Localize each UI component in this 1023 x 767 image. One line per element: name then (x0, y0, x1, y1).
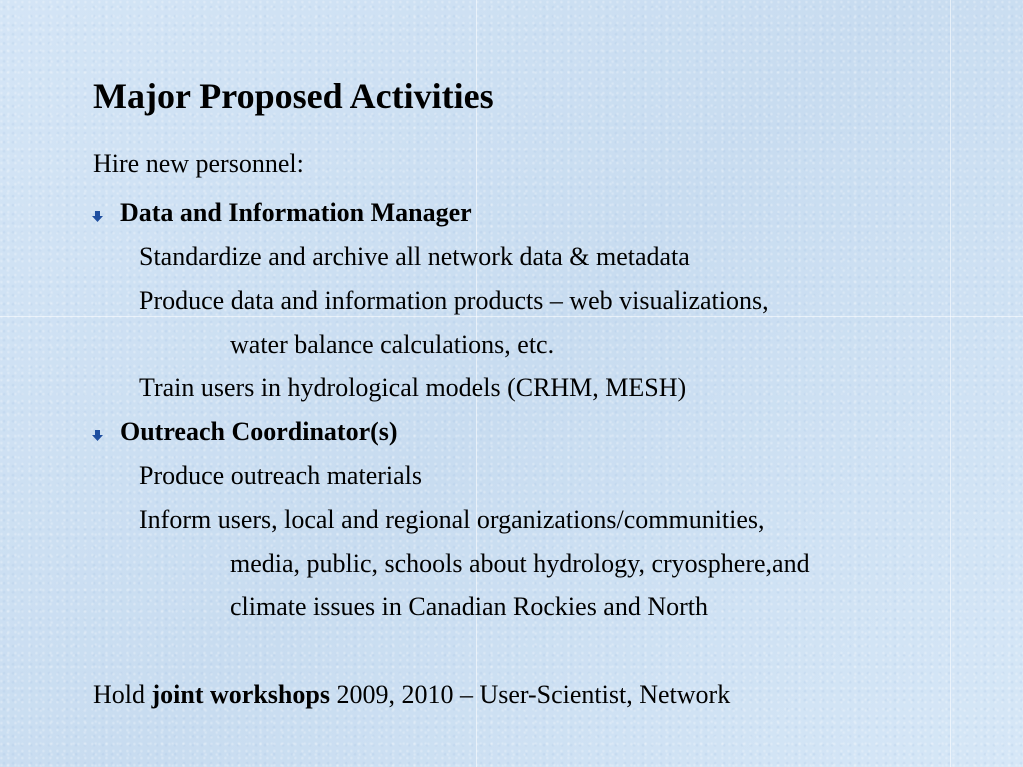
blue-arrow-bullet-icon (91, 210, 104, 223)
intro-text: Hire new personnel: (93, 149, 304, 178)
closing-emphasis: joint workshops (151, 680, 330, 709)
blue-arrow-bullet-icon (91, 429, 104, 442)
role-task: Produce outreach materials (139, 461, 422, 490)
role-task: Standardize and archive all network data & metadata (139, 242, 690, 271)
role-heading-data-manager: Data and Information Manager (120, 198, 472, 227)
role-task: Produce data and information products – web visualizations, (139, 286, 769, 315)
role-task-continuation: climate issues in Canadian Rockies and North (230, 592, 709, 621)
closing-suffix: 2009, 2010 – User-Scientist, Network (329, 680, 731, 709)
background-tile-seam (950, 0, 951, 767)
role-task-continuation: water balance calculations, etc. (230, 330, 555, 359)
closing-statement (93, 679, 730, 711)
closing-prefix: Hold (93, 680, 152, 709)
role-heading-outreach-coordinator: Outreach Coordinator(s) (120, 417, 398, 446)
role-task: Train users in hydrological models (CRHM, MESH) (139, 373, 687, 402)
role-task: Inform users, local and regional organizations/communities, (139, 505, 765, 534)
slide-title: Major Proposed Activities (93, 76, 494, 116)
role-task-continuation: media, public, schools about hydrology, cryosphere,and (230, 549, 810, 578)
